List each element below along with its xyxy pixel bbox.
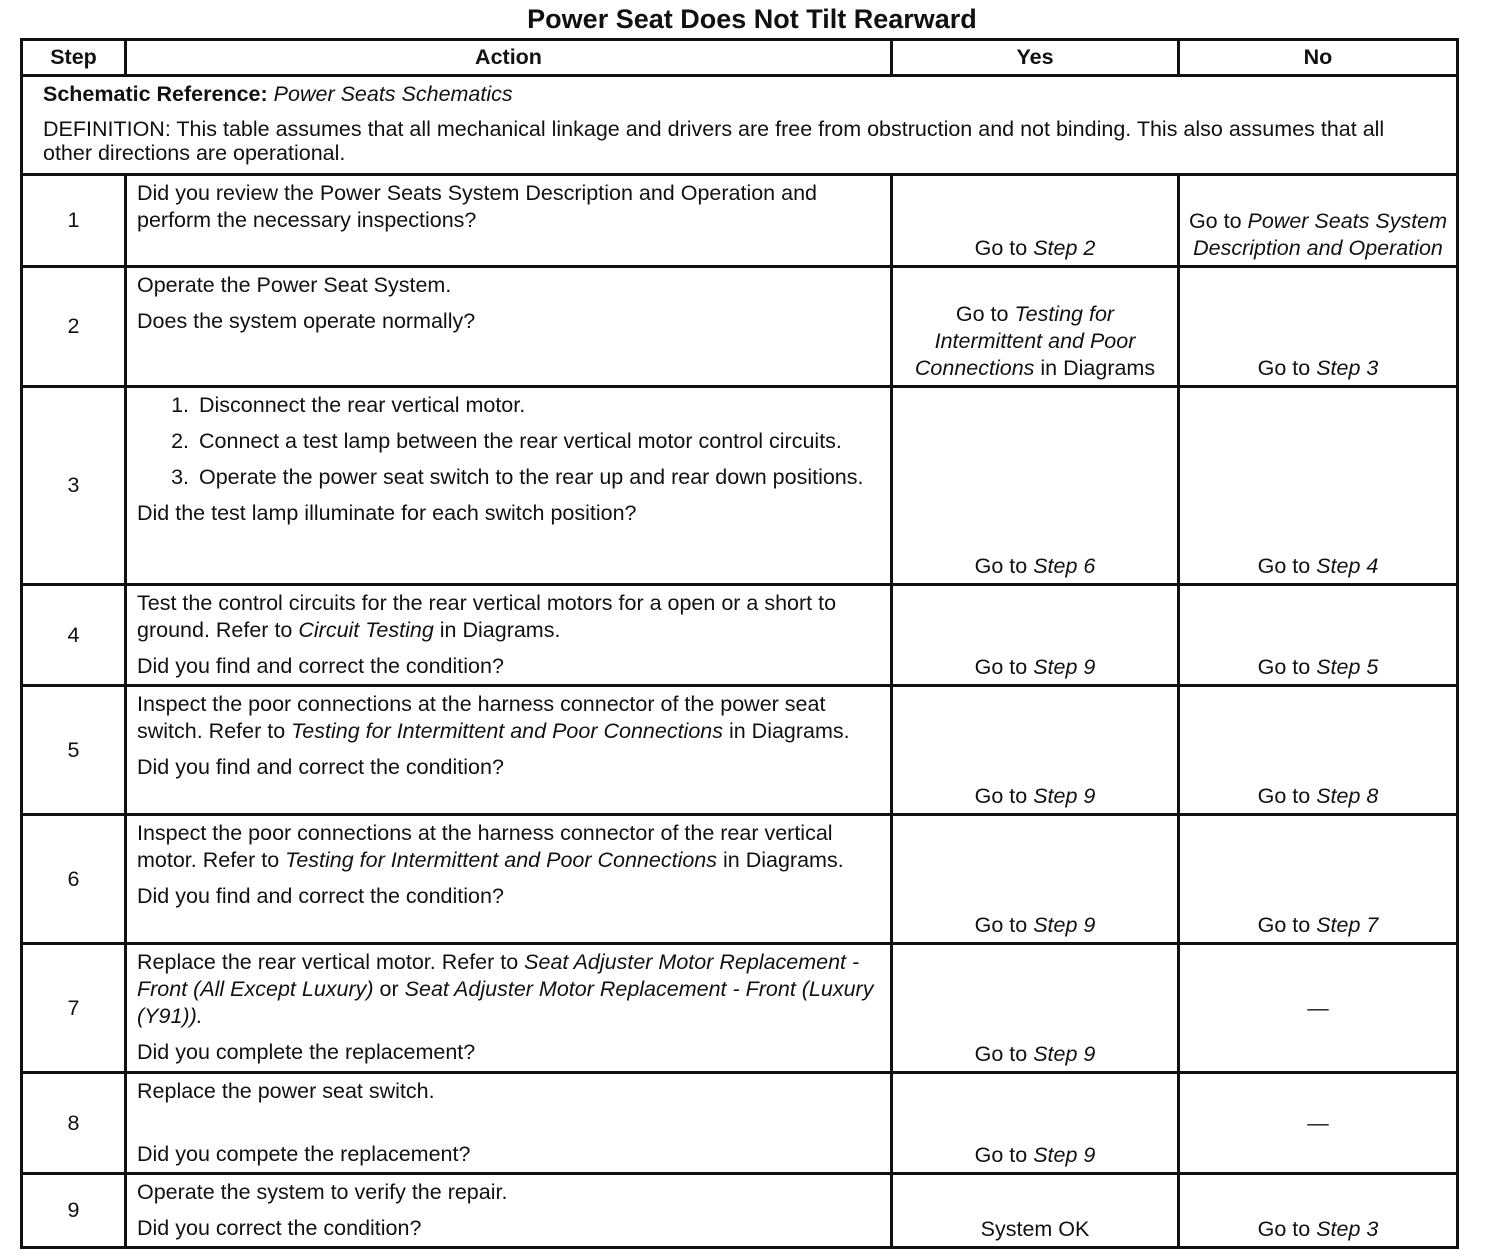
- no-cell: [1179, 267, 1458, 387]
- no-cell: [1179, 1073, 1458, 1174]
- step-row-5: [22, 686, 1458, 815]
- action-cell: [126, 267, 892, 387]
- step-row-1: [22, 175, 1458, 267]
- action-text: Replace the power seat switch.: [137, 1079, 435, 1103]
- yes-cell: [892, 175, 1179, 267]
- yes-prefix: Go to: [974, 554, 1034, 578]
- action-steps-list: [137, 392, 880, 491]
- yes-prefix: Go to: [974, 1143, 1034, 1167]
- no-cell: [1179, 175, 1458, 267]
- no-link[interactable]: Step 3: [1316, 1217, 1379, 1241]
- action-text-part: Inspect the poor connections at the harness connector of the power seat switch. Refer to: [137, 692, 826, 743]
- action-link[interactable]: Seat Adjuster Motor Replacement - Front (Luxury (Y91)).: [137, 977, 874, 1028]
- yes-prefix: Go to: [974, 236, 1034, 260]
- action-text: [137, 590, 880, 644]
- no-link[interactable]: Power Seats System Description and Operation: [1193, 209, 1448, 260]
- no-prefix: Go to: [1257, 1217, 1317, 1241]
- no-cell: [1179, 815, 1458, 944]
- step-row-4: [22, 585, 1458, 686]
- action-cell: [126, 387, 892, 585]
- no-prefix: Go to: [1257, 784, 1317, 808]
- no-cell: [1179, 1174, 1458, 1248]
- schematic-label: Schematic Reference:: [43, 82, 268, 106]
- step-number: 6: [22, 815, 126, 944]
- yes-cell: [892, 585, 1179, 686]
- yes-prefix: Go to: [974, 655, 1034, 679]
- no-prefix: Go to: [1257, 356, 1317, 380]
- step-number: 2: [22, 267, 126, 387]
- step-row-2: [22, 267, 1458, 387]
- no-link[interactable]: Step 3: [1316, 356, 1379, 380]
- action-cell: [126, 815, 892, 944]
- schematic-row: [22, 76, 1458, 175]
- action-text-part: or: [373, 977, 405, 1001]
- action-link[interactable]: Testing for Intermittent and Poor Connections: [291, 719, 723, 743]
- no-link[interactable]: Step 5: [1316, 655, 1379, 679]
- action-cell: [126, 1073, 892, 1174]
- action-question: Did the test lamp illuminate for each switch position?: [137, 501, 637, 525]
- action-text: Operate the system to verify the repair.: [137, 1180, 508, 1204]
- yes-suffix: in Diagrams: [1034, 356, 1156, 380]
- step-number: 4: [22, 585, 126, 686]
- action-text: [137, 820, 880, 874]
- no-cell: [1179, 944, 1458, 1073]
- step-number: 8: [22, 1073, 126, 1174]
- no-prefix: Go to: [1188, 209, 1248, 233]
- no-prefix: Go to: [1257, 554, 1317, 578]
- list-item: 3. Operate the power seat switch to the rear up and rear down positions.: [195, 464, 880, 491]
- yes-result: System OK: [980, 1217, 1090, 1241]
- yes-prefix: Go to: [974, 913, 1034, 937]
- action-link[interactable]: Circuit Testing: [298, 618, 434, 642]
- action-cell: [126, 944, 892, 1073]
- action-text-part: in Diagrams.: [717, 848, 844, 872]
- action-question: Did you find and correct the condition?: [137, 755, 504, 779]
- step-row-3: [22, 387, 1458, 585]
- header-action: Action: [126, 40, 892, 76]
- header-row: [22, 40, 1458, 76]
- step-number: 7: [22, 944, 126, 1073]
- action-text-part: in Diagrams.: [433, 618, 561, 642]
- action-text-part: Replace the rear vertical motor. Refer to: [137, 950, 525, 974]
- list-item: 2. Connect a test lamp between the rear vertical motor control circuits.: [195, 428, 880, 455]
- yes-prefix: Go to: [974, 784, 1034, 808]
- action-question: Did you compete the replacement?: [137, 1142, 471, 1166]
- yes-cell: [892, 267, 1179, 387]
- step-row-6: [22, 815, 1458, 944]
- diagnostic-table: [20, 38, 1459, 1249]
- no-prefix: Go to: [1257, 655, 1317, 679]
- header-step: Step: [22, 40, 126, 76]
- yes-cell: [892, 815, 1179, 944]
- yes-cell: [892, 944, 1179, 1073]
- yes-cell: [892, 1073, 1179, 1174]
- yes-link[interactable]: Step 6: [1033, 554, 1096, 578]
- yes-link[interactable]: Testing for Intermittent and Poor Connections: [914, 302, 1136, 380]
- yes-cell: [892, 686, 1179, 815]
- action-text: [137, 949, 880, 1030]
- no-link[interactable]: Step 4: [1316, 554, 1379, 578]
- header-yes: Yes: [892, 40, 1179, 76]
- yes-link[interactable]: Step 9: [1033, 913, 1096, 937]
- action-cell: [126, 686, 892, 815]
- action-text-part: Inspect the poor connections at the harness connector of the rear vertical motor. Refer to: [137, 821, 833, 872]
- schematic-link[interactable]: Power Seats Schematics: [273, 82, 513, 106]
- action-link[interactable]: Seat Adjuster Motor Replacement - Front (All Except Luxury): [137, 950, 860, 1001]
- list-item: 1. Disconnect the rear vertical motor.: [195, 392, 880, 419]
- yes-link[interactable]: Step 9: [1033, 1143, 1096, 1167]
- yes-link[interactable]: Step 9: [1033, 784, 1096, 808]
- action-question: Did you find and correct the condition?: [137, 884, 504, 908]
- action-cell: [126, 175, 892, 267]
- step-row-8: [22, 1073, 1458, 1174]
- yes-prefix: Go to: [955, 302, 1015, 326]
- no-cell: [1179, 387, 1458, 585]
- no-cell: [1179, 686, 1458, 815]
- step-number: 5: [22, 686, 126, 815]
- schematic-reference: [43, 81, 1436, 108]
- action-link[interactable]: Testing for Intermittent and Poor Connections: [285, 848, 718, 872]
- action-text: Operate the Power Seat System.: [137, 273, 452, 297]
- step-number: 3: [22, 387, 126, 585]
- no-dash: —: [1307, 996, 1329, 1020]
- page-title: Power Seat Does Not Tilt Rearward: [527, 4, 977, 34]
- action-text-part: Test the control circuits for the rear vertical motors for a open or a short to ground. Refer to: [137, 591, 837, 642]
- step-row-9: [22, 1174, 1458, 1248]
- action-text: [137, 691, 880, 745]
- header-no: No: [1179, 40, 1458, 76]
- action-question: Did you find and correct the condition?: [137, 654, 504, 678]
- yes-link[interactable]: Step 9: [1033, 655, 1096, 679]
- definition-text: DEFINITION: This table assumes that all mechanical linkage and drivers are free from obstruction and not binding. This also assumes that all other directions are operational.: [43, 117, 1385, 165]
- no-link[interactable]: Step 7: [1316, 913, 1379, 937]
- no-cell: [1179, 585, 1458, 686]
- action-question: Does the system operate normally?: [137, 309, 476, 333]
- action-cell: [126, 1174, 892, 1248]
- no-dash: —: [1307, 1111, 1329, 1135]
- action-text: Did you review the Power Seats System Description and Operation and perform the necessary inspections?: [137, 181, 817, 232]
- step-row-7: [22, 944, 1458, 1073]
- action-question: Did you correct the condition?: [137, 1216, 422, 1240]
- action-cell: [126, 585, 892, 686]
- yes-cell: [892, 387, 1179, 585]
- step-number: 1: [22, 175, 126, 267]
- action-text-part: in Diagrams.: [722, 719, 850, 743]
- yes-link[interactable]: Step 9: [1033, 1042, 1096, 1066]
- no-link[interactable]: Step 8: [1316, 784, 1379, 808]
- step-number: 9: [22, 1174, 126, 1248]
- no-prefix: Go to: [1257, 913, 1317, 937]
- action-question: Did you complete the replacement?: [137, 1040, 476, 1064]
- yes-link[interactable]: Step 2: [1033, 236, 1096, 260]
- yes-prefix: Go to: [974, 1042, 1034, 1066]
- yes-cell: [892, 1174, 1179, 1248]
